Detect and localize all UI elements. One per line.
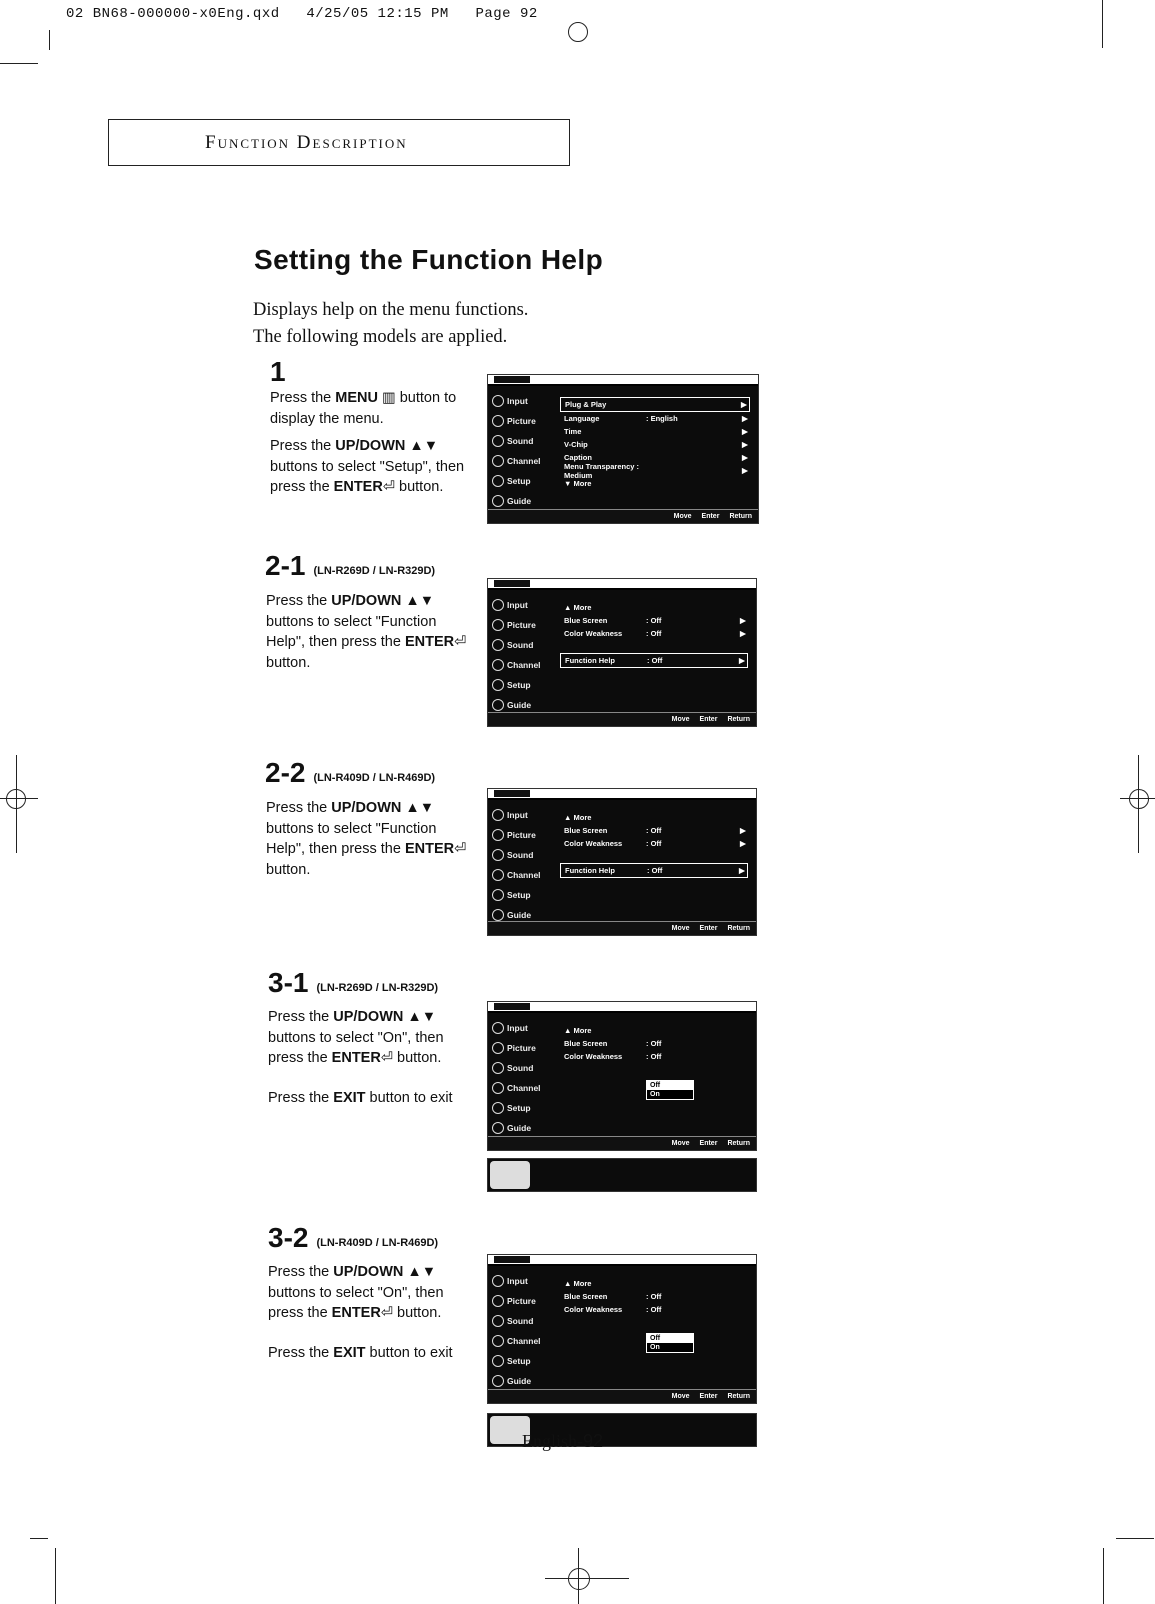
step-number: 2-1 (265, 550, 306, 581)
menu-row-label: Blue Screen (564, 1039, 608, 1048)
sidebar-item-input (488, 1271, 554, 1291)
sidebar-item-picture (488, 1038, 554, 1058)
arrow-right-icon: ▶ (741, 400, 747, 409)
sidebar-item-label: Guide (507, 700, 532, 710)
bottombar-label: Enter (699, 925, 718, 932)
menu-row-label: Plug & Play (565, 400, 607, 409)
sidebar-item-input (488, 805, 554, 825)
tv-menu-list (560, 1024, 748, 1063)
menu-row-label: Blue Screen (564, 616, 608, 625)
channel-icon (492, 1335, 504, 1347)
tv-menu-bottombar (488, 1389, 756, 1403)
crop-mark (0, 63, 38, 64)
arrow-right-icon: ▶ (742, 466, 748, 475)
sidebar-item-guide (488, 491, 554, 511)
guide-icon (492, 699, 504, 711)
setup-icon (492, 475, 504, 487)
tv-menu-topbar (488, 579, 756, 590)
crop-mark (30, 1538, 48, 1539)
footer-language: English- (522, 1431, 583, 1451)
registration-mark (1129, 789, 1149, 809)
arrow-right-icon: ▶ (742, 440, 748, 449)
step-models: (LN-R409D / LN-R469D) (313, 771, 436, 784)
sidebar-item-label: Setup (507, 890, 531, 900)
step-instruction: Press the EXIT button to exit (268, 1345, 453, 1361)
brand-logo (494, 376, 530, 383)
menu-row-label: Color Weakness (564, 1305, 623, 1314)
step-number: 2-2 (265, 757, 306, 788)
channel-icon (492, 1082, 504, 1094)
sound-icon (492, 1062, 504, 1074)
bottombar-label: Return (727, 1140, 750, 1147)
sidebar-item-label: Input (507, 600, 528, 610)
popup-option: Off (647, 1081, 693, 1090)
input-icon (492, 1275, 504, 1287)
brand-logo (494, 1256, 530, 1263)
menu-row (560, 477, 750, 490)
tv-menu-sidebar (488, 391, 554, 509)
menu-row (560, 850, 748, 863)
menu-row-label: Blue Screen (564, 826, 608, 835)
popup-option: On (650, 1091, 660, 1098)
sound-icon (492, 435, 504, 447)
input-icon (492, 395, 504, 407)
menu-row-value: : Off (647, 656, 663, 665)
picture-icon (492, 1042, 504, 1054)
crop-mark (1102, 0, 1103, 48)
step-heading (268, 1222, 438, 1254)
registration-mark (568, 1568, 590, 1590)
help-icon (490, 1161, 530, 1189)
picture-icon (492, 1295, 504, 1307)
sidebar-item-label: Sound (507, 640, 534, 650)
tv-menu-sidebar (488, 1271, 554, 1389)
sidebar-item-picture (488, 1291, 554, 1311)
sidebar-item-channel (488, 1331, 554, 1351)
tv-menu-sidebar (488, 1018, 554, 1136)
menu-row (560, 614, 748, 627)
setup-icon (492, 1102, 504, 1114)
bottombar-label: Enter (699, 716, 718, 723)
step-number: 1 (270, 356, 286, 387)
sidebar-item-label: Setup (507, 680, 531, 690)
bottombar-label: Return (727, 925, 750, 932)
sidebar-item-sound (488, 431, 554, 451)
tv-menu-topbar (488, 789, 756, 800)
tv-menu-sidebar (488, 805, 554, 921)
sidebar-item-channel (488, 865, 554, 885)
step-number: 3-2 (268, 1222, 309, 1253)
popup-option: On (650, 1344, 660, 1351)
step-instruction: Press the UP/DOWN ▲▼ buttons to select "On", then press the ENTER⏎ button. (268, 1264, 444, 1321)
menu-row-value: : Off (646, 839, 662, 848)
sidebar-item-label: Setup (507, 1356, 531, 1366)
menu-row (560, 461, 750, 480)
sidebar-item-guide (488, 1371, 554, 1391)
tv-menu-list (560, 397, 750, 490)
channel-icon (492, 455, 504, 467)
menu-row-label: Color Weakness (564, 629, 623, 638)
arrow-right-icon: ▶ (740, 826, 746, 835)
crop-mark (1116, 1538, 1154, 1539)
picture-icon (492, 829, 504, 841)
sidebar-item-sound (488, 1311, 554, 1331)
menu-row (560, 438, 750, 451)
tv-menu-bottombar (488, 509, 758, 523)
step-instruction: Press the UP/DOWN ▲▼ buttons to select "Function Help", then press the ENTER⏎ button. (266, 800, 467, 878)
input-icon (492, 1022, 504, 1034)
menu-row-label: ▲ More (564, 603, 592, 612)
option-popup (646, 1333, 694, 1353)
menu-row-label: Language (564, 414, 600, 423)
bottombar-label: Move (671, 925, 690, 932)
menu-row-label: ▲ More (564, 1279, 592, 1288)
enter-icon: ⏎ (454, 841, 467, 857)
page-footer (522, 1431, 603, 1452)
step-number: 3-1 (268, 967, 309, 998)
menu-row (560, 601, 748, 614)
menu-row (560, 1277, 748, 1290)
sidebar-item-input (488, 595, 554, 615)
menu-row-label: Function Help (565, 656, 615, 665)
sidebar-item-label: Picture (507, 416, 536, 426)
sidebar-item-label: Channel (507, 1083, 541, 1093)
menu-row (560, 412, 750, 425)
step-instruction: Press the UP/DOWN ▲▼ buttons to select "Setup", then press the ENTER⏎ button. (270, 438, 465, 495)
registration-mark (6, 789, 26, 809)
tv-menu-topbar (488, 1002, 756, 1013)
tv-menu-bottombar (488, 1136, 756, 1150)
menu-row-value: : Off (646, 629, 662, 638)
guide-icon (492, 1122, 504, 1134)
bottombar-label: Enter (701, 513, 720, 520)
menu-row-value: : Off (646, 616, 662, 625)
sidebar-item-label: Picture (507, 620, 536, 630)
sidebar-item-setup (488, 885, 554, 905)
arrow-right-icon: ▶ (740, 616, 746, 625)
menu-row-value: : Off (647, 866, 663, 875)
sidebar-item-label: Picture (507, 1043, 536, 1053)
crop-mark (1103, 1548, 1104, 1604)
tv-menu-list (560, 1277, 748, 1316)
setup-icon (492, 679, 504, 691)
step-models: (LN-R269D / LN-R329D) (313, 564, 436, 577)
step-models: (LN-R269D / LN-R329D) (316, 981, 439, 994)
step-heading (270, 356, 286, 388)
enter-icon: ⏎ (454, 634, 467, 650)
sidebar-item-label: Guide (507, 910, 532, 920)
tv-menu-bottombar (488, 921, 756, 935)
sidebar-item-label: Guide (507, 1376, 532, 1386)
menu-row (560, 863, 748, 878)
page-number: 92 (583, 1431, 604, 1451)
picture-icon (492, 415, 504, 427)
menu-row-value: : Off (646, 1292, 662, 1301)
menu-row-label: V-Chip (564, 440, 588, 449)
menu-row (560, 1303, 748, 1316)
sidebar-item-label: Input (507, 810, 528, 820)
guide-icon (492, 1375, 504, 1387)
menu-row-label: ▼ More (564, 479, 592, 488)
sidebar-item-label: Setup (507, 476, 531, 486)
menu-row (560, 425, 750, 438)
menu-row-label: Color Weakness (564, 1052, 623, 1061)
arrow-right-icon: ▶ (740, 839, 746, 848)
sound-icon (492, 1315, 504, 1327)
menu-row (560, 837, 748, 850)
sound-icon (492, 639, 504, 651)
step-instruction: Press the EXIT button to exit (268, 1090, 453, 1106)
sidebar-item-input (488, 1018, 554, 1038)
setup-icon (492, 1355, 504, 1367)
tv-menu-screenshot (487, 578, 757, 727)
menu-row-label: ▲ More (564, 1026, 592, 1035)
arrow-right-icon: ▶ (742, 453, 748, 462)
sidebar-item-sound (488, 845, 554, 865)
sidebar-item-channel (488, 1078, 554, 1098)
step-heading (265, 550, 435, 582)
menu-row-label: Time (564, 427, 582, 436)
sound-icon (492, 849, 504, 861)
tv-menu-list (560, 601, 748, 668)
menu-row (560, 653, 748, 668)
brand-logo (494, 1003, 530, 1010)
sidebar-item-label: Sound (507, 1063, 534, 1073)
tv-menu-topbar (488, 375, 758, 386)
menu-row-value: : Off (646, 1305, 662, 1314)
arrow-right-icon: ▶ (739, 656, 745, 665)
bottombar-label: Move (671, 1393, 690, 1400)
sidebar-item-setup (488, 471, 554, 491)
sidebar-item-label: Channel (507, 870, 541, 880)
brand-logo (494, 790, 530, 797)
arrow-right-icon: ▶ (742, 427, 748, 436)
sidebar-item-label: Channel (507, 660, 541, 670)
channel-icon (492, 659, 504, 671)
tv-menu-screenshot (487, 788, 757, 936)
menu-row-value: : Off (646, 1039, 662, 1048)
brand-logo (494, 580, 530, 587)
intro-line-1: Displays help on the menu functions. (253, 300, 529, 320)
menu-row-label: Color Weakness (564, 839, 623, 848)
bottombar-label: Enter (699, 1140, 718, 1147)
sidebar-item-label: Sound (507, 436, 534, 446)
sidebar-item-channel (488, 655, 554, 675)
enter-icon: ⏎ (382, 479, 395, 495)
menu-row (560, 1024, 748, 1037)
sidebar-item-picture (488, 411, 554, 431)
step-heading (268, 967, 438, 999)
function-help-bar (487, 1158, 757, 1192)
sidebar-item-label: Guide (507, 1123, 532, 1133)
menu-row (560, 1050, 748, 1063)
guide-icon (492, 909, 504, 921)
tv-menu-list (560, 811, 748, 878)
menu-row (560, 811, 748, 824)
option-popup (646, 1080, 694, 1100)
arrow-right-icon: ▶ (739, 866, 745, 875)
picture-icon (492, 619, 504, 631)
bottombar-label: Return (727, 1393, 750, 1400)
sidebar-item-label: Input (507, 1023, 528, 1033)
sidebar-item-label: Channel (507, 456, 541, 466)
menu-row-label: ▲ More (564, 813, 592, 822)
menu-row (560, 397, 750, 412)
arrow-right-icon: ▶ (742, 414, 748, 423)
tv-menu-topbar (488, 1255, 756, 1266)
tv-menu-screenshot (487, 1001, 757, 1151)
input-icon (492, 809, 504, 821)
intro-line-2: The following models are applied. (253, 327, 508, 347)
section-label-box (108, 119, 570, 166)
tv-menu-sidebar (488, 595, 554, 712)
tv-menu-screenshot (487, 1254, 757, 1404)
sidebar-item-label: Input (507, 396, 528, 406)
menu-row-label: Menu Transparency : Medium (564, 461, 640, 480)
crop-mark (55, 1548, 56, 1604)
sidebar-item-sound (488, 1058, 554, 1078)
print-slug: 02 BN68-000000-x0Eng.qxd 4/25/05 12:15 PM Page 92 (66, 6, 538, 22)
sidebar-item-setup (488, 675, 554, 695)
bottombar-label: Move (671, 716, 690, 723)
menu-row-value: : Off (646, 826, 662, 835)
menu-row-value: : English (646, 414, 678, 423)
sidebar-item-setup (488, 1351, 554, 1371)
channel-icon (492, 869, 504, 881)
sidebar-item-picture (488, 825, 554, 845)
enter-icon: ⏎ (380, 1305, 393, 1321)
tv-menu-screenshot (487, 374, 759, 524)
enter-icon: ⏎ (380, 1050, 393, 1066)
sidebar-item-picture (488, 615, 554, 635)
sidebar-item-label: Sound (507, 850, 534, 860)
menu-row (560, 1037, 748, 1050)
menu-row (560, 640, 748, 653)
menu-row-label: Blue Screen (564, 1292, 608, 1301)
bottombar-label: Move (671, 1140, 690, 1147)
step-models: (LN-R409D / LN-R469D) (316, 1236, 439, 1249)
registration-mark (568, 22, 588, 42)
sidebar-item-setup (488, 1098, 554, 1118)
sidebar-item-label: Guide (507, 496, 532, 506)
setup-icon (492, 889, 504, 901)
sidebar-item-label: Sound (507, 1316, 534, 1326)
sidebar-item-label: Picture (507, 830, 536, 840)
crop-mark (49, 30, 50, 50)
step-instruction: Press the UP/DOWN ▲▼ buttons to select "Function Help", then press the ENTER⏎ button. (266, 593, 467, 671)
page-title: Setting the Function Help (254, 244, 604, 275)
sidebar-item-guide (488, 1118, 554, 1138)
sidebar-item-sound (488, 635, 554, 655)
menu-row-value: : Off (646, 1052, 662, 1061)
menu-row (560, 627, 748, 640)
bottombar-label: Return (729, 513, 752, 520)
sidebar-item-label: Input (507, 1276, 528, 1286)
bottombar-label: Return (727, 716, 750, 723)
bottombar-label: Enter (699, 1393, 718, 1400)
sidebar-item-label: Picture (507, 1296, 536, 1306)
section-label: Function Description (205, 132, 408, 153)
step-instruction: Press the MENU ▥ button to display the menu. (270, 390, 457, 427)
menu-row (560, 824, 748, 837)
input-icon (492, 599, 504, 611)
sidebar-item-label: Channel (507, 1336, 541, 1346)
popup-option: Off (647, 1334, 693, 1343)
step-heading (265, 757, 435, 789)
menu-row-label: Caption (564, 453, 592, 462)
menu-row-label: Function Help (565, 866, 615, 875)
sidebar-item-input (488, 391, 554, 411)
sidebar-item-channel (488, 451, 554, 471)
guide-icon (492, 495, 504, 507)
bottombar-label: Move (673, 513, 692, 520)
arrow-right-icon: ▶ (740, 629, 746, 638)
menu-button-icon: ▥ (377, 390, 396, 406)
sidebar-item-label: Setup (507, 1103, 531, 1113)
step-instruction: Press the UP/DOWN ▲▼ buttons to select "On", then press the ENTER⏎ button. (268, 1009, 444, 1066)
menu-row (560, 1290, 748, 1303)
tv-menu-bottombar (488, 712, 756, 726)
